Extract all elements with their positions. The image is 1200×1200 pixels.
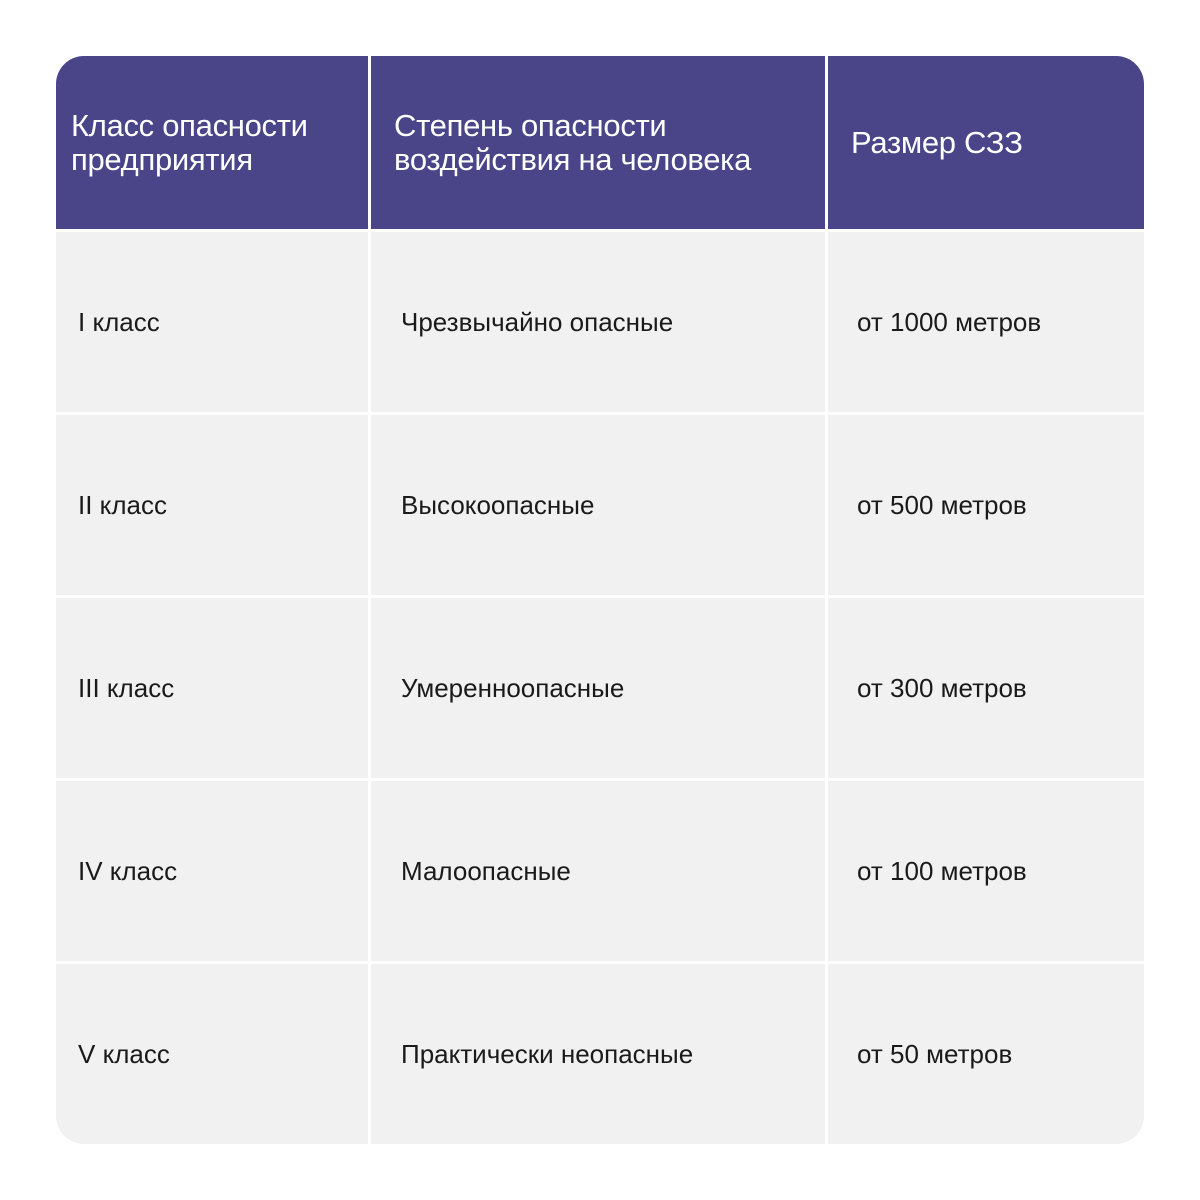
hazard-class-table bbox=[56, 56, 1144, 1144]
table-row bbox=[56, 781, 1144, 961]
header-danger-label: Степень опасности воздействия на человека bbox=[394, 107, 752, 177]
table-row bbox=[56, 415, 1144, 595]
cell-szz-size: от 100 метров bbox=[828, 781, 1144, 961]
table-row bbox=[56, 232, 1144, 412]
cell-class: V класс bbox=[56, 964, 368, 1144]
cell-class: IV класс bbox=[56, 781, 368, 961]
cell-szz-size: от 500 метров bbox=[828, 415, 1144, 595]
cell-class: III класс bbox=[56, 598, 368, 778]
cell-danger: Высокоопасные bbox=[371, 415, 825, 595]
table-row bbox=[56, 964, 1144, 1144]
cell-szz-size: от 300 метров bbox=[828, 598, 1144, 778]
table-row bbox=[56, 598, 1144, 778]
header-cell-danger bbox=[371, 56, 825, 229]
header-szz-size-label: Размер СЗЗ bbox=[851, 124, 1023, 160]
cell-szz-size: от 1000 метров bbox=[828, 232, 1144, 412]
cell-danger: Чрезвычайно опасные bbox=[371, 232, 825, 412]
header-class-label: Класс опасности предприятия bbox=[71, 107, 308, 177]
header-cell-class bbox=[56, 56, 368, 229]
cell-class: II класс bbox=[56, 415, 368, 595]
cell-danger: Практически неопасные bbox=[371, 964, 825, 1144]
cell-class: I класс bbox=[56, 232, 368, 412]
cell-szz-size: от 50 метров bbox=[828, 964, 1144, 1144]
cell-danger: Малоопасные bbox=[371, 781, 825, 961]
header-cell-szz-size bbox=[828, 56, 1144, 229]
table-header-row bbox=[56, 56, 1144, 229]
cell-danger: Умеренноопасные bbox=[371, 598, 825, 778]
